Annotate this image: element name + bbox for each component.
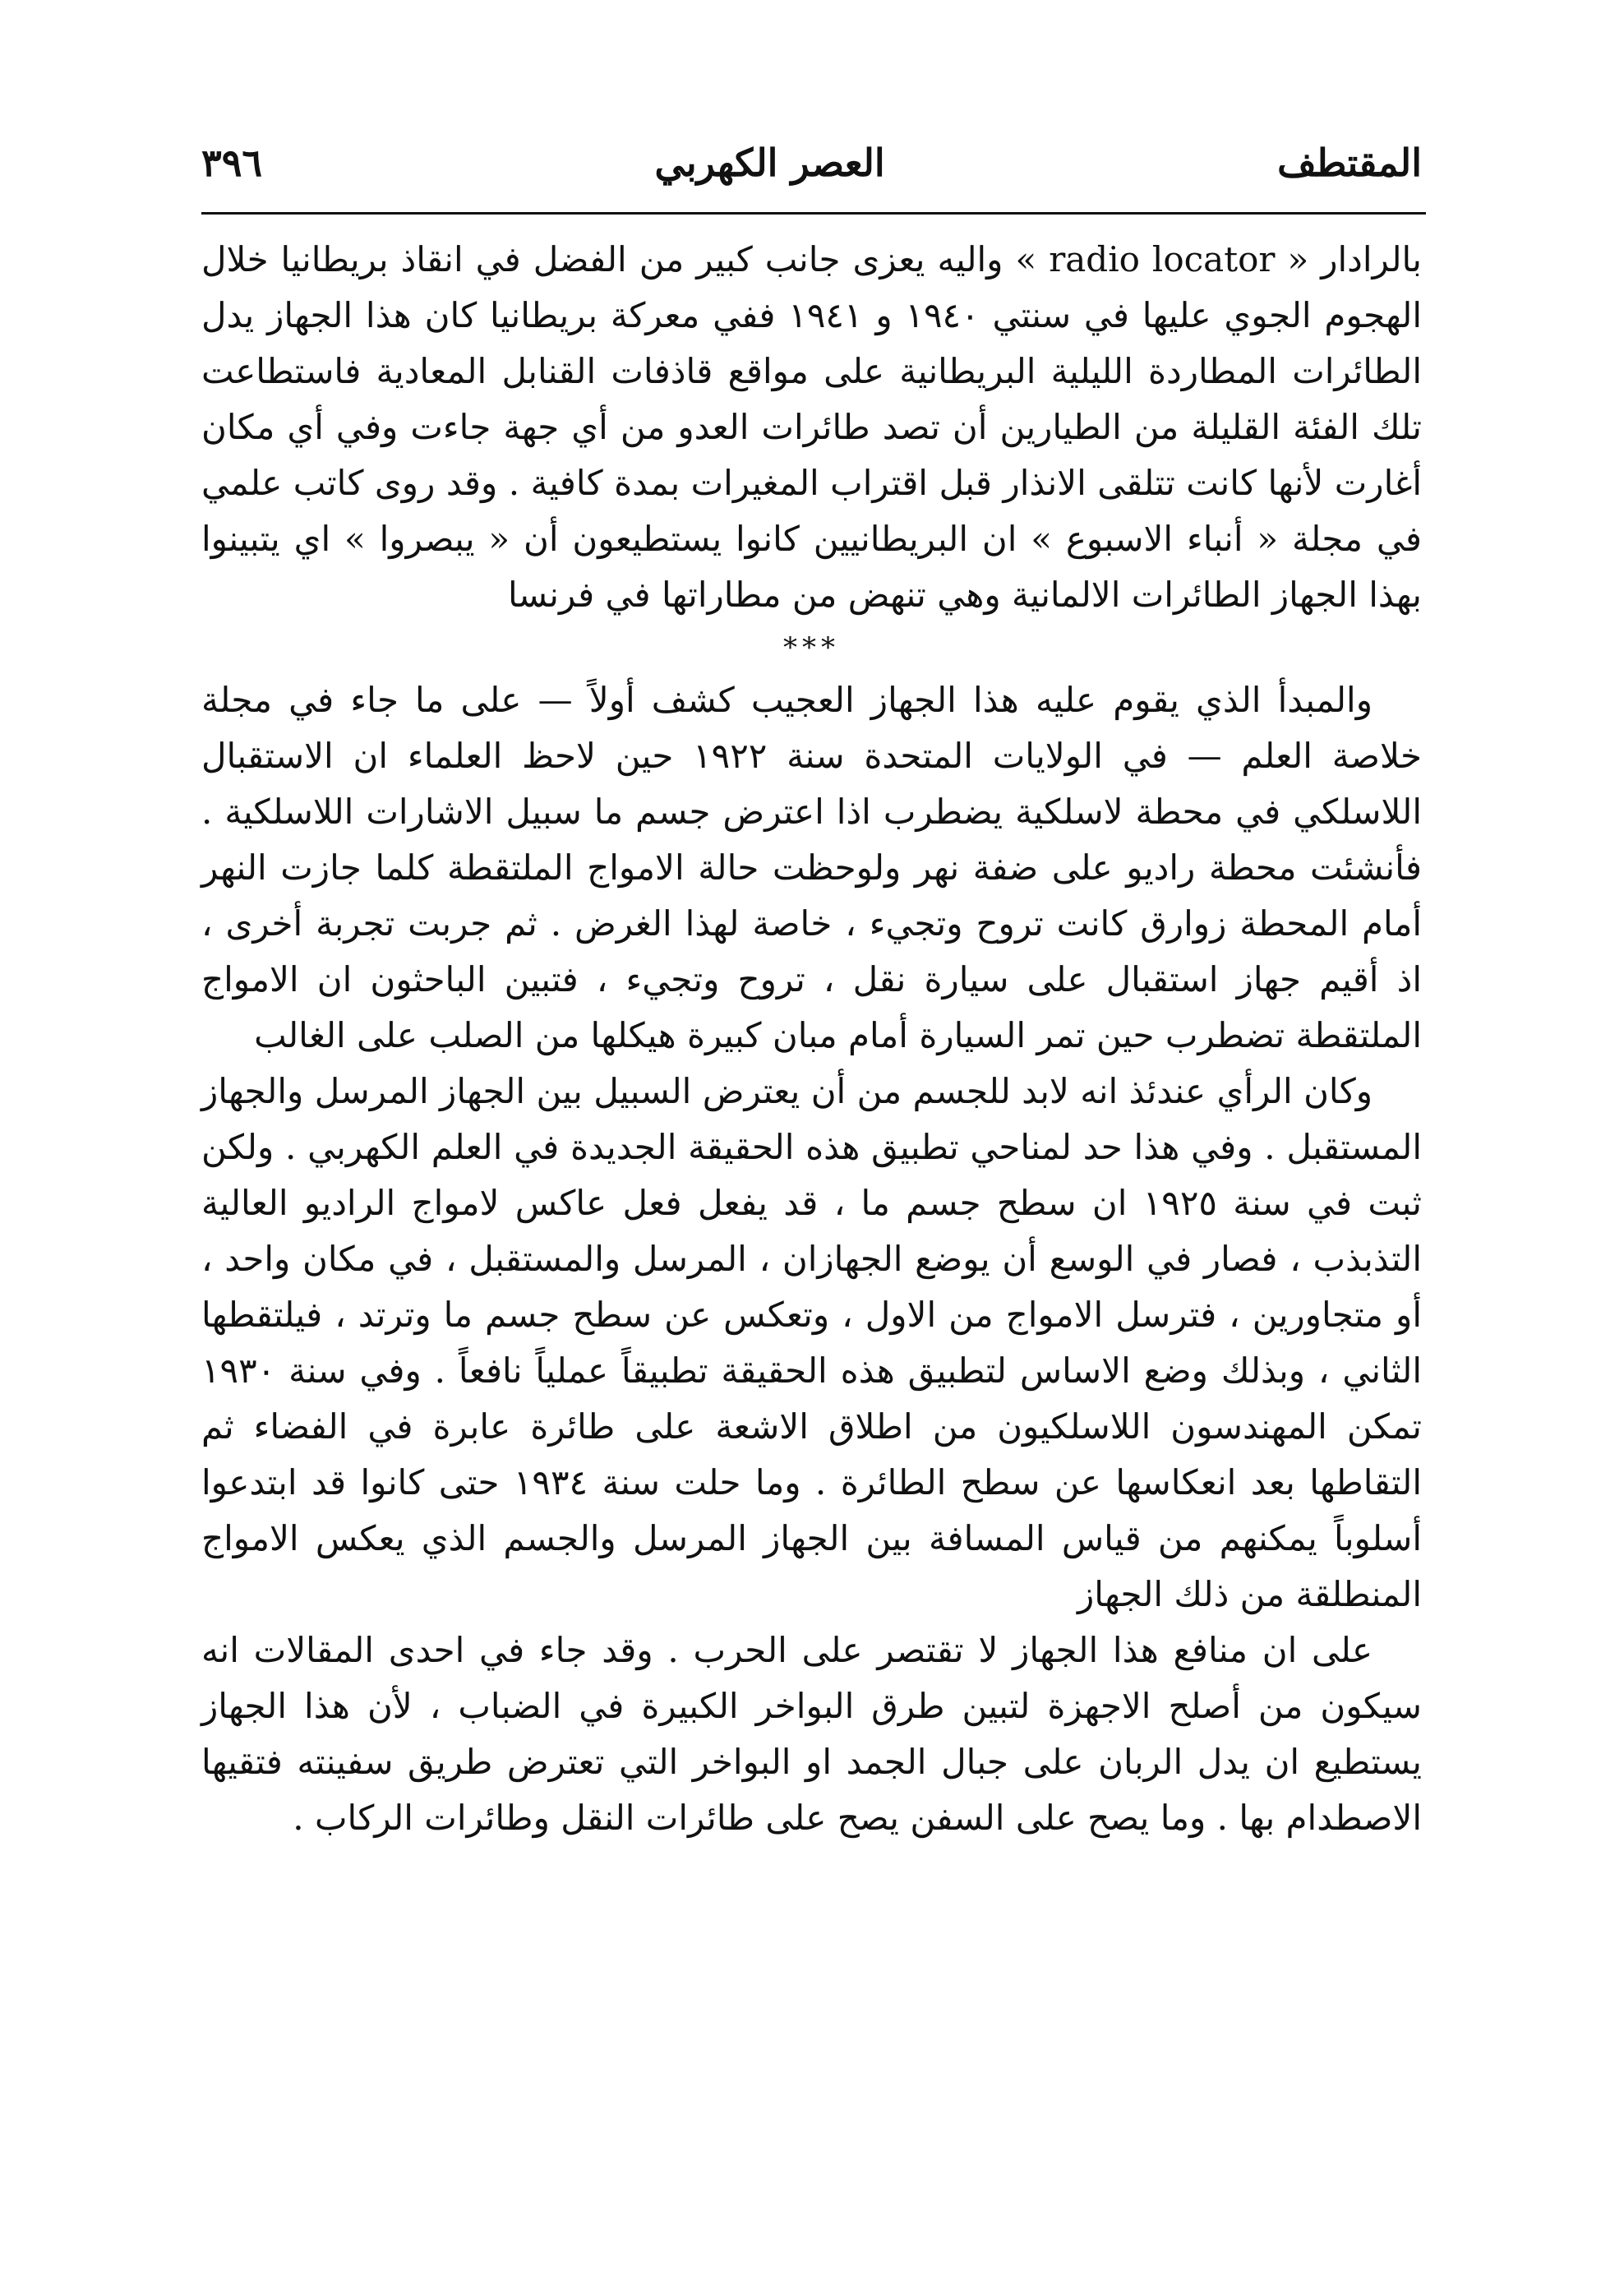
paragraph-1-lead: بالرادار « (1287, 239, 1422, 279)
paragraph-4: على ان منافع هذا الجهاز لا تقتصر على الحرب . وقد جاء في احدى المقالات انه سيكون من أصلح الاجهزة لتبين طرق البواخر الكبيرة في الضباب ، لأن هذا الجهاز يستطيع ان يدل الربان على جبال الجمد او البواخر التي تعترض طريق سفينته فتقيها الاصطدام بها . وما يصح على السفن يصح على طائرات النقل وطائرات الركاب . (201, 1630, 1422, 1838)
paragraph-2: والمبدأ الذي يقوم عليه هذا الجهاز العجيب كشف أولاً — على ما جاء في مجلة خلاصة العلم — في الولايات المتحدة سنة ١٩٢٢ حين لاحظ العلماء ان الاستقبال اللاسلكي في محطة لاسلكية يضطرب اذا اعترض جسم ما سبيل الاشارات اللاسلكية . فأنشئت محطة راديو على ضفة نهر ولوحظت حالة الامواج الملتقطة كلما جازت النهر أمام المحطة زوارق كانت تروح وتجيء ، خاصة لهذا الغرض . ثم جربت تجربة أخرى ، اذ أقيم جهاز استقبال على سيارة نقل ، تروح وتجيء ، فتبين الباحثون ان الامواج الملتقطة تضطرب حين تمر السيارة أمام مبان كبيرة هيكلها من الصلب على الغالب (201, 680, 1422, 1055)
paragraph-3: وكان الرأي عندئذ انه لابد للجسم من أن يعترض السبيل بين الجهاز المرسل والجهاز المستقبل . وفي هذا حد لمناحي تطبيق هذه الحقيقة الجديدة في العلم الكهربي . ولكن ثبت في سنة ١٩٢٥ ان سطح جسم ما ، قد يفعل فعل عاكس لامواج الراديو العالية التذبذب ، فصار في الوسع أن يوضع الجهازان ، المرسل والمستقبل ، في مكان واحد ، أو متجاورين ، فترسل الامواج من الاول ، وتعكس عن سطح جسم ما وترتد ، فيلتقطها الثاني ، وبذلك وضع الاساس لتطبيق هذه الحقيقة تطبيقاً عملياً نافعاً . وفي سنة ١٩٣٠ تمكن المهندسون اللاسلكيون من اطلاق الاشعة على طائرة عابرة في الفضاء ثم التقاطها بعد انعكاسها عن سطح الطائرة . وما حلت سنة ١٩٣٤ حتى كانوا قد ابتدعوا أسلوباً يمكنهم من قياس المسافة بين الجهاز المرسل والجسم الذي يعكس الامواج المنطلقة من ذلك الجهاز (201, 1071, 1422, 1614)
running-head (201, 123, 1422, 201)
paragraph-1-rest: » واليه يعزى جانب كبير من الفضل في انقاذ بريطانيا خلال الهجوم الجوي عليها في سنتي ١٩٤٠ و ١٩٤١ ففي معركة بريطانيا كان هذا الجهاز يدل الطائرات المطاردة الليلية البريطانية على مواقع قاذفات القنابل المعادية فاستطاعت تلك الفئة القليلة من الطيارين أن تصد طائرات العدو من أي جهة جاءت وفي أي مكان أغارت لأنها كانت تتلقى الانذار قبل اقتراب المغيرات بمدة كافية . وقد روى كاتب علمي في مجلة « أنباء الاسبوع » ان البريطانيين كانوا يستطيعون أن « يبصروا » اي يتبينوا بهذا الجهاز الطائرات الالمانية وهي تنهض من مطاراتها في فرنسا (201, 239, 1422, 615)
paragraph-1 (201, 232, 1422, 623)
section-separator: *** (783, 631, 840, 664)
page-number: ٣٩٦ (201, 140, 263, 185)
article-title: العصر الكهربي (654, 140, 885, 185)
paragraph-1-latin-term: radio locator (1049, 239, 1276, 279)
header-rule (201, 212, 1426, 215)
journal-name: المقتطف (1277, 140, 1422, 185)
article-body (201, 232, 1422, 1846)
